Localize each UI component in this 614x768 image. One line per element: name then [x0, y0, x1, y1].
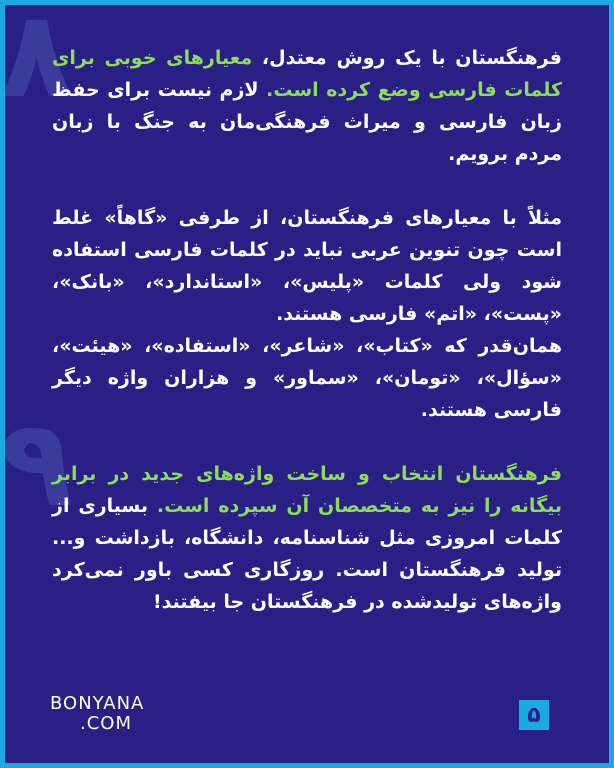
- logo-line-2: .COM: [80, 713, 132, 734]
- paragraph-1-highlight: معیارهای خوبی برای کلمات فارسی وضع کرده است.: [52, 47, 562, 101]
- paragraph-1-part-a: فرهنگستان با یک روش معتدل،: [252, 47, 562, 69]
- logo-line-1: BONYANA: [50, 693, 145, 714]
- paragraph-1-part-c: لازم نیست برای حفظ زبان فارسی و میراث فرهنگی‌مان به جنگ با زبان مردم برویم.: [52, 79, 562, 165]
- paragraph-2: مثلاً با معیارهای فرهنگستان، از طرفی «گاهاً» غلط است چون تنوین عربی نباید در کلمات فارسی استفاده شود ولی کلمات «پلیس»، «استاندارد»، «بانک»، «پست»، «اتم» فارسی هستند.: [52, 207, 562, 325]
- slide-text: [52, 42, 562, 618]
- paragraph-4: [52, 458, 562, 618]
- paragraph-4-part-b: بسیاری از کلمات امروزی مثل شناسنامه، دانشگاه، بازداشت و... تولید فرهنگستان است. روزگاری کسی باور نمی‌کرد واژه‌های تولیدشده در فرهنگستان جا بیفتند!: [52, 495, 562, 613]
- page-number-badge: ۵: [519, 700, 549, 730]
- paragraph-4-highlight: فرهنگستان انتخاب و ساخت واژه‌های جدید در برابر بیگانه را نیز به متخصصان آن سپرده است.: [52, 463, 563, 517]
- decorative-digit-top: ۸: [0, 0, 74, 125]
- paragraph-1: [52, 42, 562, 170]
- paragraph-3: همان‌قدر که «کتاب»، «شاعر»، «استفاده»، «هیئت»، «سؤال»، «تومان»، «سماور» و هزاران واژه دیگر فارسی هستند.: [52, 335, 562, 421]
- bonyana-logo: [50, 694, 144, 734]
- decorative-digit-middle: ۹: [0, 395, 74, 534]
